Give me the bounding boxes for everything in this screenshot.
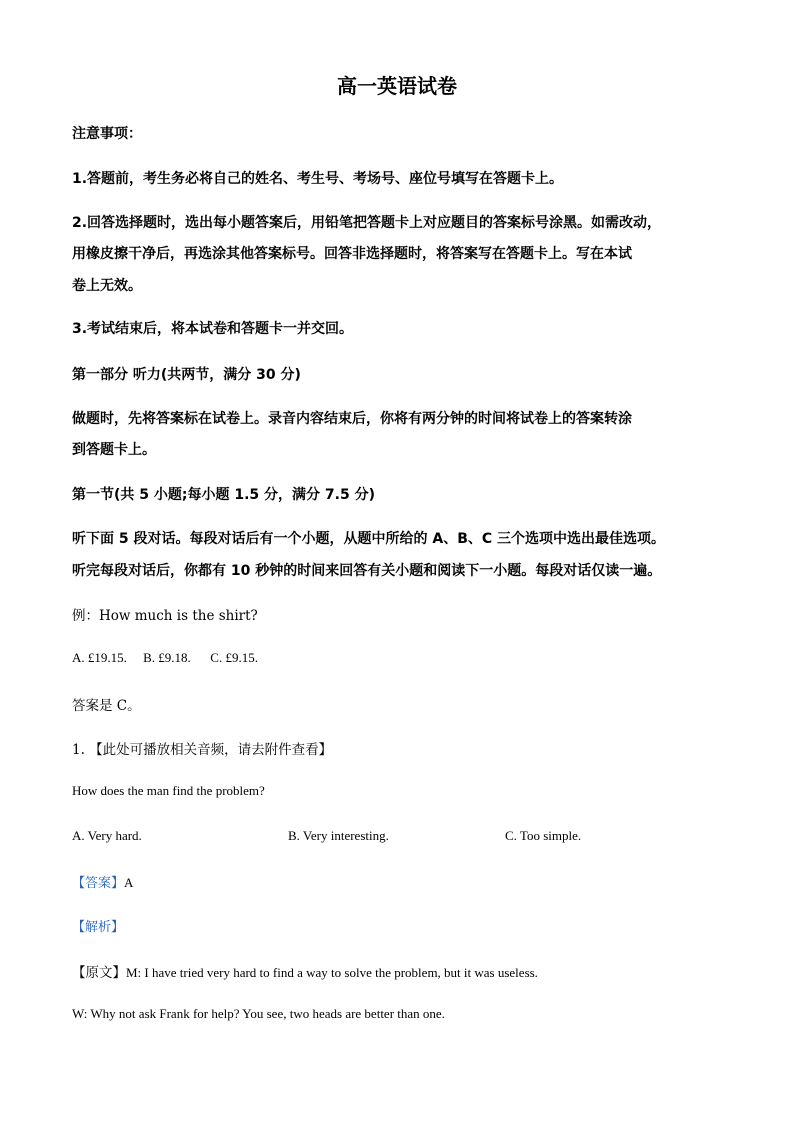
q1-option-c: C. Too simple. <box>505 828 582 843</box>
section1-desc-line-2: 听完每段对话后，你都有 10 秒钟的时间来回答有关小题和阅读下一小题。每段对话仅读一遍。 <box>72 563 662 579</box>
notice-item-2-line-1: 2.回答选择题时，选出每小题答案后，用铅笔把答题卡上对应题目的答案标号涂黑。如需改动， <box>72 215 662 231</box>
part1-desc-line-1: 做题时，先将答案标在试卷上。录音内容结束后，你将有两分钟的时间将试卷上的答案转涂 <box>72 411 632 427</box>
section1-heading: 第一节(共 5 小题;每小题 1.5 分，满分 7.5 分) <box>72 487 375 503</box>
example-answer: 答案是 C。 <box>72 698 141 714</box>
original-m-text: M: I have tried very hard to find a way to solve the problem, but it was useless. <box>126 965 538 980</box>
notice-item-2-line-2: 用橡皮擦干净后，再选涂其他答案标号。回答非选择题时，将答案写在答题卡上。写在本试 <box>72 246 632 262</box>
section1-desc-line-1: 听下面 5 段对话。每段对话后有一个小题，从题中所给的 A、B、C 三个选项中选出最佳选项。 <box>72 531 666 547</box>
notice-item-3: 3.考试结束后，将本试卷和答题卡一并交回。 <box>72 321 354 337</box>
q1-option-b: B. Very interesting. <box>288 828 389 843</box>
q1-analysis <box>72 916 124 935</box>
notice-heading: 注意事项： <box>72 126 142 142</box>
answer-label: 【答案】 <box>72 876 125 891</box>
q1-audio-placeholder: 1. 【此处可播放相关音频，请去附件查看】 <box>72 742 333 758</box>
example-question: 例：How much is the shirt? <box>72 608 258 624</box>
q1-question: How does the man find the problem? <box>72 783 265 798</box>
example-options: A. £19.15. B. £9.18. C. £9.15. <box>72 650 258 665</box>
original-label: 【原文】 <box>72 965 126 981</box>
part1-desc-line-2: 到答题卡上。 <box>72 442 156 458</box>
answer-value: A <box>124 875 134 890</box>
part1-heading: 第一部分 听力(共两节，满分 30 分) <box>72 367 301 383</box>
analysis-label: 【解析】 <box>72 920 125 935</box>
q1-answer <box>72 872 133 891</box>
q1-option-a: A. Very hard. <box>72 828 142 843</box>
notice-item-1: 1.答题前，考生务必将自己的姓名、考生号、考场号、座位号填写在答题卡上。 <box>72 171 564 187</box>
q1-original-w: W: Why not ask Frank for help? You see, two heads are better than one. <box>72 1006 445 1021</box>
q1-original-m <box>72 961 538 981</box>
notice-item-2-line-3: 卷上无效。 <box>72 278 142 294</box>
page-title: 高一英语试卷 <box>337 74 457 98</box>
